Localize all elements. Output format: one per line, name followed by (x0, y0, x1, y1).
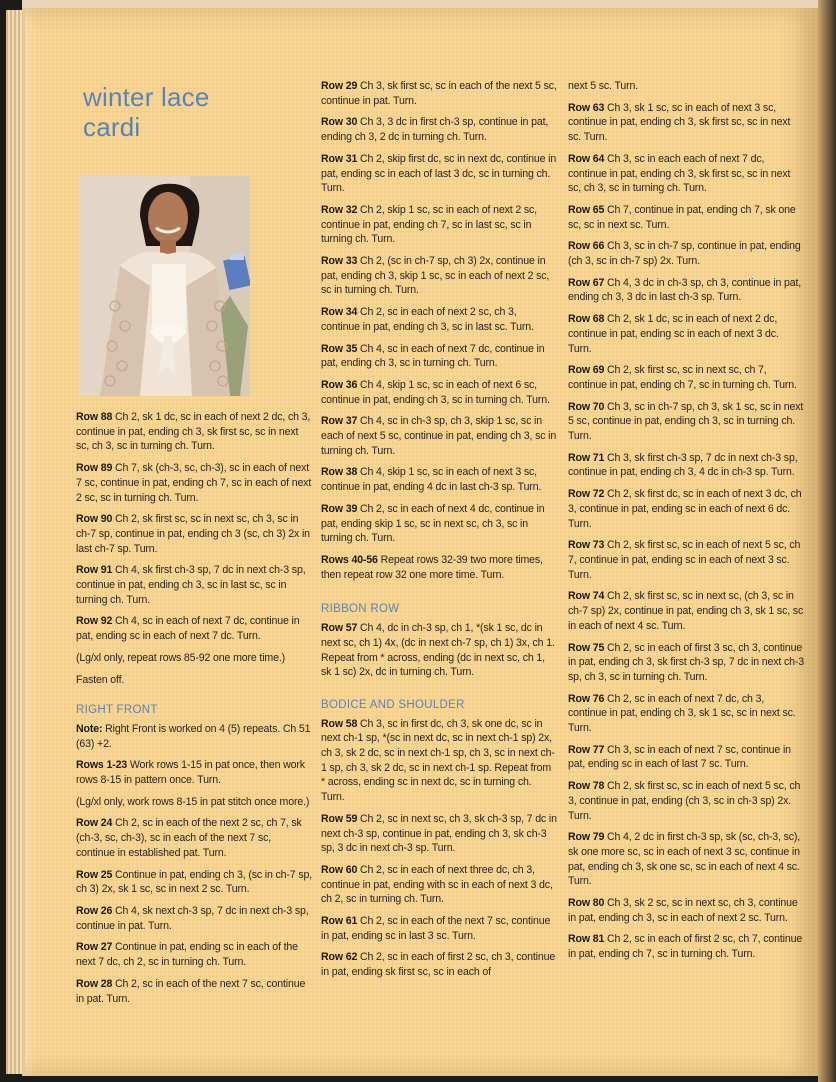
pattern-row (321, 950, 557, 979)
pattern-row (321, 717, 557, 805)
row-label: Row 58 (321, 717, 358, 730)
row-label: Row 88 (76, 411, 113, 423)
pattern-row (568, 692, 804, 736)
pattern-row (568, 589, 804, 633)
row-text: Ch 2, sk 1 dc, sc in each of next 2 dc, ch 3, continue in pat, ending ch 3, sk first sc, sc in next sc, ch 3, sc in turning ch. Turn. (76, 411, 311, 453)
row-text: Ch 2, sk first sc, sc in next sc, ch 3, sc in ch-7 sp, continue in pat, ending ch 3 (sc, ch 3) 2x in last ch-7 sp. Turn. (76, 513, 310, 555)
row-label: Row 57 (321, 622, 358, 635)
row-label: Row 92 (76, 615, 113, 628)
pattern-row (568, 400, 804, 444)
row-text: Ch 3, sk first ch-3 sp, 7 dc in next ch-3 sp, continue in pat, ending ch 3, 4 dc in ch-3 sp. Turn. (568, 451, 798, 479)
row-label: Row 73 (568, 539, 605, 552)
row-text: Ch 2, (sc in ch-7 sp, ch 3) 2x, continue in pat, ending ch 3, skip 1 sc, sc in each of next 2 sc, sc in turning ch. Turn. (321, 255, 550, 297)
row-label: Row 61 (321, 915, 358, 928)
row-text: Ch 3, 3 dc in first ch-3 sp, continue in pat, ending ch 3, 2 dc in turning ch. Turn. (321, 116, 549, 144)
title-line-2: cardi (83, 112, 141, 142)
pattern-row (568, 239, 804, 268)
row-text: Ch 3, sc in each of next 7 sc, continue in pat, ending sc in each of last 7 sc. Turn. (568, 743, 791, 771)
row-text: Ch 2, sk 1 dc, sc in each of next 2 dc, continue in pat, ending sc in each of next 3 dc. Turn. (568, 313, 779, 355)
column-2 (321, 79, 557, 987)
pattern-row (568, 641, 804, 685)
row-label: Row 24 (76, 817, 113, 830)
pattern-row (568, 152, 804, 196)
row-label: Row 66 (568, 240, 605, 253)
pattern-row (568, 538, 804, 582)
pattern-row (568, 743, 804, 772)
row-label: Row 67 (568, 276, 605, 289)
row-text: Continue in pat, ending ch 3, (sc in ch-7 sp, ch 3) 2x, sk 1 sc, sc in next 2 sc. Turn. (76, 868, 313, 896)
column-3 (568, 79, 804, 969)
row-label: Row 64 (568, 152, 605, 165)
pattern-row (568, 932, 804, 961)
row-text: Ch 4, skip 1 sc, sc in each of next 3 sc, continue in pat, ending 4 dc in last ch-3 sp. Turn. (321, 466, 542, 494)
row-label: Row 59 (321, 812, 358, 825)
row-text: Ch 4, sc in each of next 7 dc, continue in pat, ending ch 3, sc in turning ch. Turn. (321, 342, 545, 370)
row-label: Row 34 (321, 306, 358, 319)
pattern-row (76, 816, 312, 860)
pattern-row (321, 863, 557, 907)
row-label: Row 70 (568, 400, 605, 413)
row-label: Rows 1-23 (76, 759, 128, 772)
pattern-row (321, 553, 557, 582)
row-text: Ch 4, 3 dc in ch-3 sp, ch 3, continue in pat, ending ch 3, 3 dc in last ch-3 sp. Turn. (568, 276, 802, 304)
note-text: (Lg/xl only, repeat rows 85-92 one more time.) (76, 651, 285, 664)
row-label: Row 69 (568, 364, 605, 377)
note-text: (Lg/xl only, work rows 8-15 in pat stitch once more.) (76, 795, 310, 808)
row-text: Ch 2, sc in each of next 4 dc, continue in pat, ending skip 1 sc, sc in next sc, ch 3, sc in turning ch. Turn. (321, 502, 545, 545)
row-label: Rows 40-56 (321, 553, 378, 566)
pattern-row (321, 115, 557, 144)
row-text: Ch 2, sk first dc, sc in each of next 3 dc, ch 3, continue in pat, ending sc in each of next 6 dc. Turn. (568, 488, 802, 530)
pattern-row (321, 342, 557, 371)
pattern-row (321, 305, 557, 334)
row-label: Row 26 (76, 904, 113, 917)
row-label: Row 32 (321, 203, 358, 216)
model-photo-illustration (80, 176, 250, 396)
row-text: Ch 3, sc in ch-7 sp, continue in pat, ending (ch 3, sc in ch-7 sp) 2x. Turn. (568, 240, 801, 268)
pattern-note (76, 795, 312, 810)
row-text: Ch 2, sk first sc, sc in each of next 5 sc, ch 3, continue in pat, ending (ch 3, sc in ch-3 sp) 2x. Turn. (568, 780, 801, 822)
pattern-row (321, 79, 557, 108)
pattern-row (568, 896, 804, 925)
row-text: Ch 2, sc in each of first 2 sc, ch 3, continue in pat, ending sk first sc, sc in each of (321, 951, 556, 979)
row-label: Row 28 (76, 977, 113, 990)
pattern-row (321, 621, 557, 680)
row-label: Row 76 (568, 692, 605, 705)
row-label: Row 36 (321, 378, 358, 391)
page-edge (6, 10, 22, 1074)
row-label: Row 68 (568, 313, 605, 326)
column-1 (76, 410, 312, 1013)
row-text: Ch 2, sc in each of first 3 sc, ch 3, continue in pat, ending ch 3, sk first ch-3 sp, 7 dc in next ch-3 sp, ch 3, sc in turning ch. Turn. (568, 641, 804, 683)
pattern-row (76, 758, 312, 787)
row-text: Repeat rows 32-39 two more times, then repeat row 32 one more time. Turn. (321, 553, 543, 581)
row-label: Row 31 (321, 152, 358, 165)
row-text: Right Front is worked on 4 (5) repeats. Ch 51 (63) +2. (76, 722, 311, 750)
title-line-1: winter lace (83, 82, 210, 112)
row-text: Ch 3, sc in first dc, ch 3, sk one dc, sc in next ch-1 sp, *(sc in next dc, sc in next ch-1 sp) 2x, ch 3, sk 2 dc, sc in next ch-1 sp, ch 3, sc in next ch-1 sp, ch 3, sk 2 dc, sc in next ch-1 sp. Repeat from * across, ending sc in next dc, sc in turning ch. Turn. (321, 717, 555, 804)
row-label: Row 90 (76, 513, 113, 526)
row-label: Row 65 (568, 203, 605, 216)
row-label: Row 72 (568, 488, 605, 501)
row-label: Note: (76, 722, 103, 735)
pattern-row (568, 101, 804, 145)
pattern-row (568, 451, 804, 480)
pattern-row (76, 410, 312, 454)
pattern-row (76, 512, 312, 556)
pattern-note (76, 673, 312, 688)
row-label: Row 77 (568, 743, 605, 756)
pattern-title (83, 82, 209, 142)
row-text: Ch 2, skip first dc, sc in next dc, continue in pat, ending sc in each of last 3 dc, sc in turning ch. Turn. (321, 152, 557, 195)
section-heading-ribbon-row: RIBBON ROW (321, 603, 400, 616)
row-label: Row 39 (321, 502, 358, 515)
row-text: Continue in pat, ending sc in each of the next 7 dc, ch 2, sc in turning ch. Turn. (76, 941, 298, 969)
section-heading-bodice-and-shoulder: BODICE AND SHOULDER (321, 698, 465, 711)
row-label: Row 33 (321, 255, 358, 268)
row-label: Row 37 (321, 415, 358, 428)
row-text: Ch 3, sk 2 sc, sc in next sc, ch 3, continue in pat, ending ch 3, sc in each of next 2 sc. Turn. (568, 897, 798, 924)
row-text: Ch 2, skip 1 sc, sc in each of next 2 sc, continue in pat, ending ch 7, sc in last sc, sc in turning ch. Turn. (321, 203, 537, 246)
pattern-row (321, 465, 557, 494)
pattern-row (568, 312, 804, 356)
row-label: Row 79 (568, 831, 605, 844)
model-photo (80, 176, 250, 396)
pattern-row (568, 276, 804, 305)
row-text: Work rows 1-15 in pat once, then work rows 8-15 in pattern once. Turn. (76, 759, 305, 787)
pattern-row (76, 461, 312, 505)
row-label: Row 29 (321, 80, 358, 92)
row-text: Ch 4, 2 dc in first ch-3 sp, sk (sc, ch-3, sc), sk one more sc, sc in each of next 3 sc, continue in pat, ending ch 3, sk one sc, sc in each of next 4 sc. Turn. (568, 831, 801, 888)
row-text: Ch 3, sk 1 sc, sc in each of next 3 sc, continue in pat, ending ch 3, sk first sc, sc in next sc. Turn. (568, 101, 791, 144)
row-label: Row 35 (321, 342, 358, 355)
row-text: Ch 2, sc in each of the next 7 sc, continue in pat, ending sc in last 3 sc. Turn. (321, 915, 551, 942)
row-text: Ch 4, sc in ch-3 sp, ch 3, skip 1 sc, sc in each of next 5 sc, continue in pat, ending ch 3, sc in turning ch. Turn. (321, 415, 557, 457)
row-text: Ch 7, sk (ch-3, sc, ch-3), sc in each of next 7 sc, continue in pat, ending ch 7, sc in each of next 2 sc, sc in turning ch. Turn. (76, 462, 312, 504)
pattern-row (321, 914, 557, 943)
section-heading-right-front: RIGHT FRONT (76, 704, 158, 717)
pattern-row (568, 779, 804, 823)
pattern-row (321, 152, 557, 196)
pattern-row (76, 722, 312, 751)
row-label: Row 80 (568, 897, 605, 910)
row-label: Row 25 (76, 868, 113, 881)
row-text: Ch 2, sc in each of first 2 sc, ch 7, continue in pat, ending ch 7, sc in turning ch. Turn. (568, 933, 803, 961)
row-text: Ch 7, continue in pat, ending ch 7, sk one sc, sc in next sc. Turn. (568, 203, 796, 231)
pattern-row (568, 830, 804, 889)
row-label: Row 60 (321, 863, 358, 876)
pattern-row (76, 977, 312, 1006)
row-label: Row 91 (76, 564, 113, 577)
row-text: Ch 4, skip 1 sc, sc in each of next 6 sc, continue in pat, ending ch 3, sc in turning ch. Turn. (321, 378, 550, 406)
row-text: Ch 2, sk first sc, sc in next sc, ch 7, continue in pat, ending ch 7, sc in turning ch. Turn. (568, 364, 797, 391)
pattern-row (76, 940, 312, 969)
row-text: Ch 3, sk first sc, sc in each of the next 5 sc, continue in pat. Turn. (321, 80, 557, 107)
row-text: Ch 2, sk first sc, sc in each of next 5 sc, ch 7, continue in pat, ending sc in each of next 3 sc. Turn. (568, 539, 801, 581)
row-text: Ch 2, sc in each of next 2 sc, ch 3, continue in pat, ending ch 3, sc in last sc. Turn. (321, 306, 534, 333)
pattern-row (321, 254, 557, 298)
pattern-row (568, 487, 804, 531)
pattern-row-continued (568, 79, 804, 94)
row-text: next 5 sc. Turn. (568, 80, 639, 92)
pattern-row (321, 502, 557, 546)
row-label: Row 78 (568, 780, 605, 793)
row-text: Ch 4, sk next ch-3 sp, 7 dc in next ch-3 sp, continue in pat. Turn. (76, 904, 309, 932)
page-gutter-shadow (818, 0, 836, 1082)
pattern-row (321, 378, 557, 407)
pattern-row (76, 904, 312, 933)
row-label: Row 38 (321, 466, 358, 479)
row-label: Row 62 (321, 951, 358, 964)
pattern-row (568, 203, 804, 232)
pattern-row (76, 868, 312, 897)
pattern-note (76, 651, 312, 666)
row-text: Ch 3, sc in each each of next 7 dc, continue in pat, ending ch 3, sk first sc, sc in next sc, ch 3, sc in turning ch. Turn. (568, 152, 791, 195)
row-label: Row 75 (568, 641, 605, 654)
row-text: Ch 2, sc in next sc, ch 3, sk ch-3 sp, 7 dc in next ch-3 sp, continue in pat, ending ch 3, sk ch-3 sp, 3 dc in next ch-3 sp. Turn. (321, 812, 557, 855)
note-text: Fasten off. (76, 673, 125, 686)
pattern-row (321, 203, 557, 247)
row-text: Ch 4, dc in ch-3 sp, ch 1, *(sk 1 sc, dc in next sc, ch 1) 4x, (dc in next ch-7 sp, ch 1) 3x, ch 1. Repeat from * across, ending (dc in next sc, ch 1, sk 1 sc) 2x, dc in turning ch. Turn. (321, 622, 555, 679)
pattern-row (568, 363, 804, 392)
row-label: Row 30 (321, 116, 358, 129)
row-text: Ch 2, sk first sc, sc in next sc, (ch 3, sc in ch-7 sp) 2x, continue in pat, ending ch 3, sk 1 sc, sc in each of next 4 sc. Turn. (568, 590, 804, 632)
row-text: Ch 3, sc in ch-7 sp, ch 3, sk 1 sc, sc in next 5 sc, continue in pat, ending ch 3, sc in turning ch. Turn. (568, 400, 804, 443)
row-text: Ch 2, sc in each of next three dc, ch 3, continue in pat, ending with sc in each of next 3 dc, ch 2, sc in turning ch. Turn. (321, 863, 553, 906)
row-label: Row 81 (568, 933, 605, 946)
row-text: Ch 4, sk first ch-3 sp, 7 dc in next ch-3 sp, continue in pat, ending ch 3, sc in last sc, sc in turning ch. Turn. (76, 564, 306, 606)
pattern-row (76, 563, 312, 607)
pattern-row (321, 414, 557, 458)
row-text: Ch 2, sc in each of the next 2 sc, ch 7, sk (ch-3, sc, ch-3), sc in each of the next 7 sc, continue in established pat. Turn. (76, 817, 302, 859)
row-text: Ch 2, sc in each of the next 7 sc, continue in pat. Turn. (76, 977, 306, 1005)
row-label: Row 63 (568, 101, 605, 114)
row-label: Row 71 (568, 451, 605, 464)
row-label: Row 27 (76, 941, 113, 954)
row-label: Row 74 (568, 590, 605, 603)
row-text: Ch 2, sc in each of next 7 dc, ch 3, continue in pat, ending ch 3, sk 1 sc, sc in next sc. Turn. (568, 692, 796, 735)
row-label: Row 89 (76, 462, 113, 475)
pattern-row (321, 812, 557, 856)
pattern-row (76, 614, 312, 643)
row-text: Ch 4, sc in each of next 7 dc, continue in pat, ending sc in each of next 7 dc. Turn. (76, 615, 300, 643)
